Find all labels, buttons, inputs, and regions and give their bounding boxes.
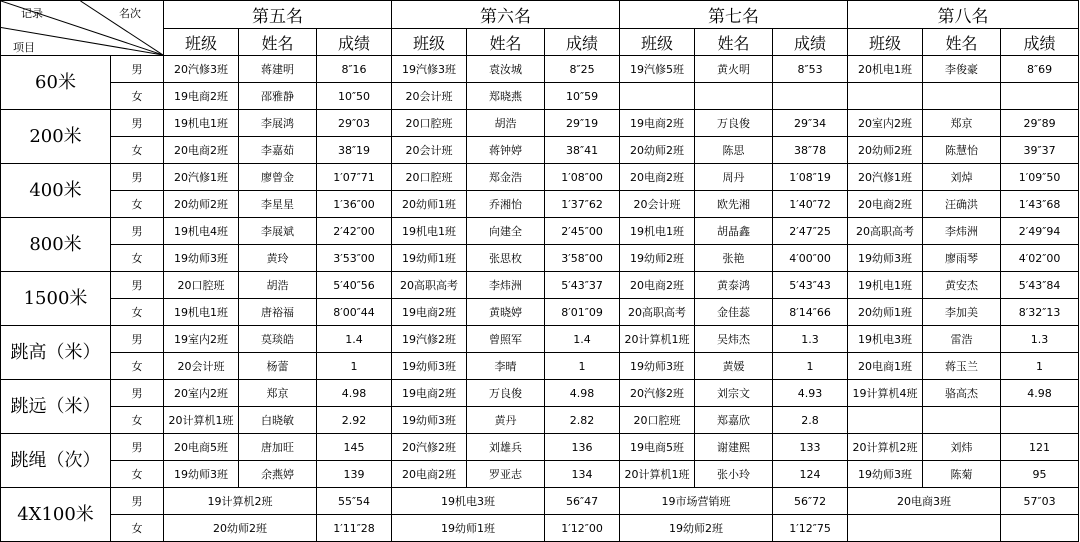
- result-cell-name: 胡晶鑫: [695, 218, 773, 245]
- result-cell-class: 19幼师3班: [164, 245, 239, 272]
- result-cell-score: 1: [317, 353, 392, 380]
- result-cell-score: 3′58″00: [545, 245, 620, 272]
- result-cell-name: 吴炜杰: [695, 326, 773, 353]
- result-cell-score: 2′47″25: [773, 218, 848, 245]
- gender-cell: 女: [111, 515, 164, 542]
- result-cell-class: 20口腔班: [392, 164, 467, 191]
- result-cell-score: 8″25: [545, 56, 620, 83]
- rank-8-header: 第八名: [848, 1, 1079, 29]
- result-cell-class: 20会计班: [392, 83, 467, 110]
- result-cell-class: 19幼师3班: [392, 407, 467, 434]
- event-name: 跳绳（次）: [1, 434, 111, 488]
- column-header-score: 成绩: [317, 29, 392, 56]
- result-cell-class: 19幼师3班: [392, 353, 467, 380]
- relay-time-cell: 1′12″75: [773, 515, 848, 542]
- result-cell-class: 20计算机1班: [164, 407, 239, 434]
- result-cell-score: 145: [317, 434, 392, 461]
- result-cell-name: 张思枚: [467, 245, 545, 272]
- result-cell-name: 向建全: [467, 218, 545, 245]
- result-cell-class: 19幼师3班: [848, 461, 923, 488]
- table-row: [1, 515, 1079, 542]
- gender-cell: 女: [111, 407, 164, 434]
- corner-cell: [1, 1, 164, 56]
- table-row: [1, 326, 1079, 353]
- result-cell-name: 胡浩: [467, 110, 545, 137]
- result-cell-class: 20电商2班: [392, 461, 467, 488]
- result-cell-name: 黄媛: [695, 353, 773, 380]
- result-cell-name: 郑金浩: [467, 164, 545, 191]
- gender-cell: 男: [111, 488, 164, 515]
- result-cell-score: 10″59: [545, 83, 620, 110]
- relay-team-cell: 19幼师2班: [620, 515, 773, 542]
- result-cell-name: 胡浩: [239, 272, 317, 299]
- result-cell-class: 19机电1班: [164, 110, 239, 137]
- result-cell-name: 蒋玉兰: [923, 353, 1001, 380]
- result-cell-score: 2.92: [317, 407, 392, 434]
- gender-cell: 女: [111, 83, 164, 110]
- result-cell-name: 白晓敏: [239, 407, 317, 434]
- result-cell-name: 雷浩: [923, 326, 1001, 353]
- result-cell-score: 133: [773, 434, 848, 461]
- result-cell-score: 8′01″09: [545, 299, 620, 326]
- result-cell-name: 余燕婷: [239, 461, 317, 488]
- table-row: [1, 56, 1079, 83]
- event-name: 400米: [1, 164, 111, 218]
- result-cell-name: 谢建熙: [695, 434, 773, 461]
- result-cell-name: 刘焯: [923, 164, 1001, 191]
- result-cell-score: 38″41: [545, 137, 620, 164]
- result-cell-class: 20电商5班: [164, 434, 239, 461]
- relay-time-cell: 57″03: [1001, 488, 1079, 515]
- result-cell-class: 20计算机1班: [620, 326, 695, 353]
- gender-cell: 女: [111, 299, 164, 326]
- result-cell-name: 万良俊: [695, 110, 773, 137]
- result-cell-score: 8″53: [773, 56, 848, 83]
- result-cell-class: 20会计班: [392, 137, 467, 164]
- result-cell-name: 骆高杰: [923, 380, 1001, 407]
- result-cell-name: 黄安杰: [923, 272, 1001, 299]
- result-cell-name: 黄火明: [695, 56, 773, 83]
- result-cell-name: 周丹: [695, 164, 773, 191]
- column-header-class: 班级: [392, 29, 467, 56]
- result-cell-score: 139: [317, 461, 392, 488]
- result-cell-name: 李嘉茹: [239, 137, 317, 164]
- result-cell-class: 20会计班: [164, 353, 239, 380]
- result-cell-class: [620, 83, 695, 110]
- column-header-class: 班级: [848, 29, 923, 56]
- table-row: [1, 83, 1079, 110]
- result-cell-class: 19幼师2班: [620, 245, 695, 272]
- result-cell-score: 38″78: [773, 137, 848, 164]
- result-cell-score: 134: [545, 461, 620, 488]
- result-cell-class: [848, 83, 923, 110]
- result-cell-score: 29″34: [773, 110, 848, 137]
- column-header-name: 姓名: [695, 29, 773, 56]
- result-cell-score: 3′53″00: [317, 245, 392, 272]
- result-cell-name: [695, 83, 773, 110]
- result-cell-name: 黄晓婷: [467, 299, 545, 326]
- result-cell-name: 陈菊: [923, 461, 1001, 488]
- result-cell-score: 1: [1001, 353, 1079, 380]
- column-header-class: 班级: [164, 29, 239, 56]
- result-cell-class: 19幼师1班: [392, 245, 467, 272]
- result-cell-class: 20口腔班: [392, 110, 467, 137]
- result-cell-class: 19电商5班: [620, 434, 695, 461]
- result-cell-name: 廖雨琴: [923, 245, 1001, 272]
- gender-cell: 男: [111, 56, 164, 83]
- result-cell-class: 20会计班: [620, 191, 695, 218]
- result-cell-name: 廖曾金: [239, 164, 317, 191]
- result-cell-name: 黄泰鸿: [695, 272, 773, 299]
- result-cell-score: 10″50: [317, 83, 392, 110]
- result-cell-class: 20幼师2班: [848, 137, 923, 164]
- result-cell-class: 19幼师3班: [620, 353, 695, 380]
- result-cell-name: 李俊豪: [923, 56, 1001, 83]
- result-cell-score: 5′43″84: [1001, 272, 1079, 299]
- relay-time-cell: 55″54: [317, 488, 392, 515]
- result-cell-class: 19电商2班: [164, 83, 239, 110]
- gender-cell: 男: [111, 218, 164, 245]
- result-cell-name: 汪确洪: [923, 191, 1001, 218]
- result-cell-score: 29″03: [317, 110, 392, 137]
- result-cell-class: 19电商2班: [392, 299, 467, 326]
- result-cell-class: 19机电1班: [848, 272, 923, 299]
- table-row: [1, 164, 1079, 191]
- result-cell-class: 19幼师3班: [848, 245, 923, 272]
- result-cell-class: 20汽修2班: [392, 434, 467, 461]
- result-cell-name: 李晴: [467, 353, 545, 380]
- column-header-name: 姓名: [239, 29, 317, 56]
- result-cell-score: 4′00″00: [773, 245, 848, 272]
- result-cell-class: 20口腔班: [164, 272, 239, 299]
- result-cell-score: 1: [545, 353, 620, 380]
- result-cell-class: 20高职高考: [620, 299, 695, 326]
- header-row-ranks: [1, 1, 1079, 29]
- result-cell-class: 20汽修2班: [620, 380, 695, 407]
- result-cell-score: 5′43″43: [773, 272, 848, 299]
- result-cell-score: 1.3: [1001, 326, 1079, 353]
- relay-team-cell: 19市场营销班: [620, 488, 773, 515]
- table-row: [1, 380, 1079, 407]
- result-cell-class: 20高职高考: [392, 272, 467, 299]
- result-cell-score: 1′08″00: [545, 164, 620, 191]
- result-cell-class: 19机电1班: [620, 218, 695, 245]
- result-cell-class: 20高职高考: [848, 218, 923, 245]
- result-cell-class: 19计算机4班: [848, 380, 923, 407]
- result-cell-name: 乔湘怡: [467, 191, 545, 218]
- result-cell-name: 张艳: [695, 245, 773, 272]
- result-cell-score: 2.82: [545, 407, 620, 434]
- result-cell-class: [848, 407, 923, 434]
- result-cell-name: 陈思: [695, 137, 773, 164]
- result-cell-score: 8″16: [317, 56, 392, 83]
- result-cell-score: 4.98: [317, 380, 392, 407]
- result-cell-class: 20幼师1班: [392, 191, 467, 218]
- result-cell-class: 20电商1班: [848, 353, 923, 380]
- result-cell-name: 蒋建明: [239, 56, 317, 83]
- result-cell-score: 1.3: [773, 326, 848, 353]
- relay-time-cell: 1′12″00: [545, 515, 620, 542]
- result-cell-score: 1′37″62: [545, 191, 620, 218]
- table-row: [1, 461, 1079, 488]
- result-cell-class: 19电商2班: [620, 110, 695, 137]
- result-cell-score: 2′42″00: [317, 218, 392, 245]
- result-cell-name: 郑京: [239, 380, 317, 407]
- result-cell-class: 20口腔班: [620, 407, 695, 434]
- result-cell-score: [1001, 83, 1079, 110]
- result-cell-class: 19机电3班: [848, 326, 923, 353]
- result-cell-score: 1′07″71: [317, 164, 392, 191]
- result-cell-class: 20室内2班: [848, 110, 923, 137]
- gender-cell: 女: [111, 191, 164, 218]
- table-row: [1, 137, 1079, 164]
- table-row: [1, 272, 1079, 299]
- gender-cell: 女: [111, 461, 164, 488]
- result-cell-score: 121: [1001, 434, 1079, 461]
- table-row: [1, 434, 1079, 461]
- column-header-score: 成绩: [773, 29, 848, 56]
- corner-label-record: 记录: [21, 7, 43, 20]
- result-cell-class: 19机电4班: [164, 218, 239, 245]
- result-cell-score: 1: [773, 353, 848, 380]
- result-cell-class: 20电商2班: [848, 191, 923, 218]
- relay-time-cell: 56″72: [773, 488, 848, 515]
- result-cell-name: 李炜洲: [923, 218, 1001, 245]
- result-cell-score: 1′40″72: [773, 191, 848, 218]
- result-cell-score: 4′02″00: [1001, 245, 1079, 272]
- result-cell-class: 20电商2班: [164, 137, 239, 164]
- result-cell-class: 20汽修1班: [164, 164, 239, 191]
- result-cell-class: 19室内2班: [164, 326, 239, 353]
- result-cell-score: 1.4: [317, 326, 392, 353]
- result-cell-name: 欧先湘: [695, 191, 773, 218]
- result-cell-score: 39″37: [1001, 137, 1079, 164]
- result-cell-class: 20电商2班: [620, 272, 695, 299]
- result-cell-name: 郑晓燕: [467, 83, 545, 110]
- result-cell-name: 邵雅静: [239, 83, 317, 110]
- result-cell-name: 袁汝城: [467, 56, 545, 83]
- relay-team-cell: 19计算机2班: [164, 488, 317, 515]
- result-cell-name: 唐裕福: [239, 299, 317, 326]
- relay-team-cell: 20电商3班: [848, 488, 1001, 515]
- table-row: [1, 245, 1079, 272]
- rank-6-header: 第六名: [392, 1, 620, 29]
- result-cell-class: 20计算机2班: [848, 434, 923, 461]
- result-cell-class: 20机电1班: [848, 56, 923, 83]
- corner-label-rank: 名次: [119, 7, 141, 20]
- table-row: [1, 191, 1079, 218]
- result-cell-score: 4.98: [545, 380, 620, 407]
- result-cell-score: 1′36″00: [317, 191, 392, 218]
- result-cell-score: 2′49″94: [1001, 218, 1079, 245]
- gender-cell: 男: [111, 434, 164, 461]
- relay-team-cell: [848, 515, 1001, 542]
- gender-cell: 男: [111, 380, 164, 407]
- result-cell-class: 20计算机1班: [620, 461, 695, 488]
- result-cell-score: 95: [1001, 461, 1079, 488]
- result-cell-score: 4.98: [1001, 380, 1079, 407]
- result-cell-name: 李星星: [239, 191, 317, 218]
- result-cell-name: 李展鸿: [239, 110, 317, 137]
- result-cell-score: 29″19: [545, 110, 620, 137]
- event-name: 1500米: [1, 272, 111, 326]
- relay-time-cell: 1′11″28: [317, 515, 392, 542]
- result-cell-class: 20室内2班: [164, 380, 239, 407]
- gender-cell: 男: [111, 110, 164, 137]
- result-cell-name: 李加美: [923, 299, 1001, 326]
- result-cell-name: 蒋钟婷: [467, 137, 545, 164]
- result-cell-name: 陈慧怡: [923, 137, 1001, 164]
- gender-cell: 男: [111, 326, 164, 353]
- result-cell-class: 19幼师3班: [164, 461, 239, 488]
- result-cell-name: 黄玲: [239, 245, 317, 272]
- result-cell-name: 刘炜: [923, 434, 1001, 461]
- result-cell-name: 郑京: [923, 110, 1001, 137]
- result-cell-class: 19汽修5班: [620, 56, 695, 83]
- result-cell-name: 郑嘉欣: [695, 407, 773, 434]
- gender-cell: 男: [111, 164, 164, 191]
- event-name: 200米: [1, 110, 111, 164]
- result-cell-class: 20电商2班: [620, 164, 695, 191]
- table-row: [1, 299, 1079, 326]
- table-row: [1, 407, 1079, 434]
- result-cell-score: 8′14″66: [773, 299, 848, 326]
- result-cell-name: 莫琰皓: [239, 326, 317, 353]
- result-cell-class: 19汽修2班: [392, 326, 467, 353]
- result-cell-name: 刘雄兵: [467, 434, 545, 461]
- table-row: [1, 218, 1079, 245]
- result-cell-score: 5′43″37: [545, 272, 620, 299]
- result-cell-name: 黄丹: [467, 407, 545, 434]
- result-cell-score: 1′43″68: [1001, 191, 1079, 218]
- gender-cell: 男: [111, 272, 164, 299]
- gender-cell: 女: [111, 137, 164, 164]
- relay-team-cell: 19幼师1班: [392, 515, 545, 542]
- corner-label-item: 项目: [13, 41, 35, 54]
- rank-7-header: 第七名: [620, 1, 848, 29]
- result-cell-score: [1001, 407, 1079, 434]
- column-header-name: 姓名: [467, 29, 545, 56]
- result-cell-name: 杨蕾: [239, 353, 317, 380]
- result-cell-name: 刘宗文: [695, 380, 773, 407]
- result-cell-name: 张小玲: [695, 461, 773, 488]
- result-cell-class: 20幼师2班: [164, 191, 239, 218]
- event-name: 跳远（米）: [1, 380, 111, 434]
- event-name: 跳高（米）: [1, 326, 111, 380]
- result-cell-score: 4.93: [773, 380, 848, 407]
- column-header-class: 班级: [620, 29, 695, 56]
- result-cell-class: 19机电1班: [164, 299, 239, 326]
- result-cell-class: 20汽修1班: [848, 164, 923, 191]
- result-cell-name: 金佳蕊: [695, 299, 773, 326]
- result-cell-name: 罗亚志: [467, 461, 545, 488]
- result-cell-name: 李展斌: [239, 218, 317, 245]
- column-header-name: 姓名: [923, 29, 1001, 56]
- table-row: [1, 110, 1079, 137]
- result-cell-score: 1′09″50: [1001, 164, 1079, 191]
- result-cell-name: 李炜洲: [467, 272, 545, 299]
- result-cell-score: 2.8: [773, 407, 848, 434]
- column-header-score: 成绩: [1001, 29, 1079, 56]
- rank-5-header: 第五名: [164, 1, 392, 29]
- gender-cell: 女: [111, 245, 164, 272]
- relay-time-cell: 56″47: [545, 488, 620, 515]
- result-cell-class: 20汽修3班: [164, 56, 239, 83]
- result-cell-class: 20幼师1班: [848, 299, 923, 326]
- event-name: 4X100米: [1, 488, 111, 542]
- result-cell-score: 8′32″13: [1001, 299, 1079, 326]
- relay-time-cell: [1001, 515, 1079, 542]
- result-cell-score: 136: [545, 434, 620, 461]
- gender-cell: 女: [111, 353, 164, 380]
- table-row: [1, 353, 1079, 380]
- result-cell-class: 19汽修3班: [392, 56, 467, 83]
- result-cell-name: 万良俊: [467, 380, 545, 407]
- result-cell-class: 20幼师2班: [620, 137, 695, 164]
- result-cell-name: 唐加旺: [239, 434, 317, 461]
- table-row: [1, 488, 1079, 515]
- result-cell-name: [923, 407, 1001, 434]
- relay-team-cell: 19机电3班: [392, 488, 545, 515]
- result-cell-score: 1′08″19: [773, 164, 848, 191]
- result-cell-score: 5′40″56: [317, 272, 392, 299]
- event-name: 800米: [1, 218, 111, 272]
- result-cell-name: 曾照军: [467, 326, 545, 353]
- relay-team-cell: 20幼师2班: [164, 515, 317, 542]
- result-cell-score: [773, 83, 848, 110]
- result-cell-score: 1.4: [545, 326, 620, 353]
- result-cell-score: 124: [773, 461, 848, 488]
- event-name: 60米: [1, 56, 111, 110]
- result-cell-score: 38″19: [317, 137, 392, 164]
- result-cell-score: 29″89: [1001, 110, 1079, 137]
- result-cell-class: 19电商2班: [392, 380, 467, 407]
- result-cell-score: 8″69: [1001, 56, 1079, 83]
- result-cell-score: 8′00″44: [317, 299, 392, 326]
- result-cell-score: 2′45″00: [545, 218, 620, 245]
- column-header-score: 成绩: [545, 29, 620, 56]
- result-cell-name: [923, 83, 1001, 110]
- result-cell-class: 19机电1班: [392, 218, 467, 245]
